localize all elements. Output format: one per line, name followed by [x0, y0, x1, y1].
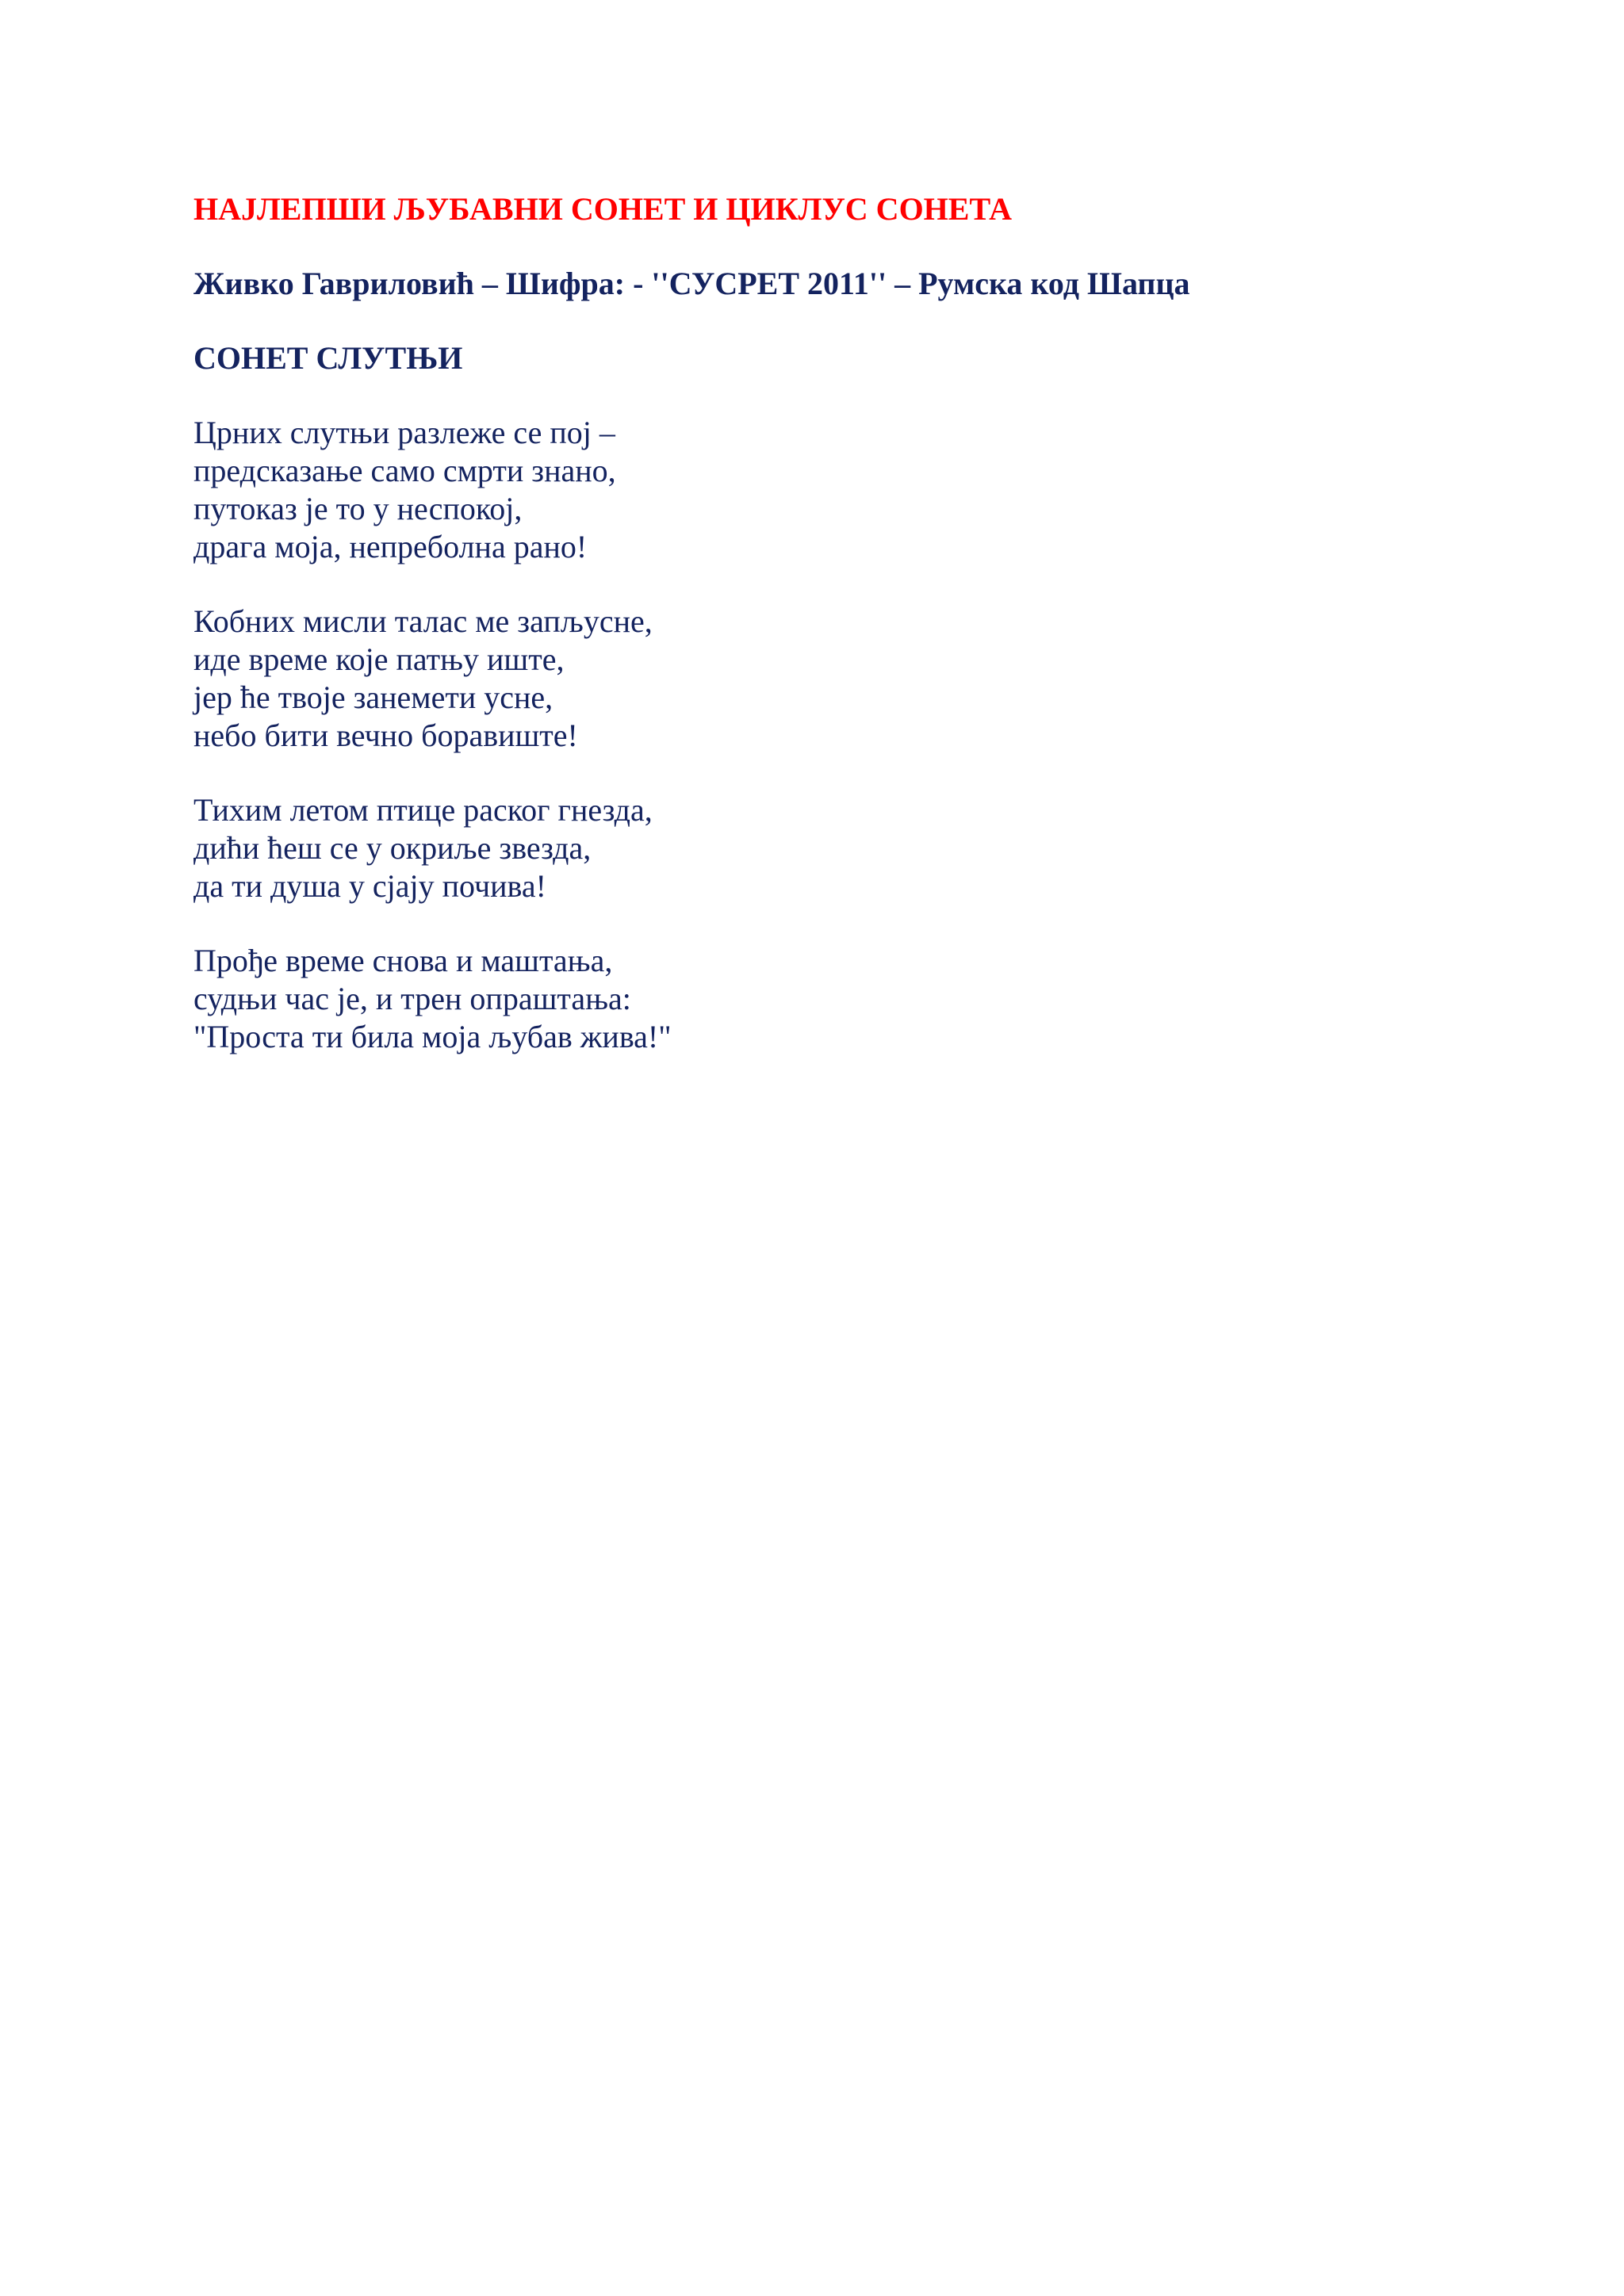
- document-content: [193, 190, 1462, 1056]
- poem-line: иде време које патњу иште,: [193, 641, 565, 677]
- stanza-3: [193, 791, 1462, 905]
- poem-line: Кобних мисли талас ме запљусне,: [193, 603, 653, 639]
- poem-line: Црних слутњи разлеже се пој –: [193, 415, 615, 450]
- poem-line: да ти душа у сјају почива!: [193, 868, 546, 904]
- document-heading: НАЈЛЕПШИ ЉУБАВНИ СОНЕТ И ЦИКЛУС СОНЕТА: [193, 191, 1013, 227]
- poem-line: "Проста ти била моја љубав жива!": [193, 1019, 672, 1054]
- poem-line: небо бити вечно боравиште!: [193, 718, 578, 753]
- poem-line: дићи ћеш се у окриље звезда,: [193, 830, 592, 866]
- poem-line: предсказање само смрти знано,: [193, 453, 616, 488]
- stanza-1: [193, 414, 1462, 566]
- poem-line: јер ће твоје занемети усне,: [193, 679, 553, 715]
- poem-title: СОНЕТ СЛУТЊИ: [193, 340, 463, 376]
- stanza-4: [193, 942, 1462, 1056]
- poem-line: Тихим летом птице раског гнезда,: [193, 792, 653, 828]
- poem-line: Прође време снова и маштања,: [193, 943, 613, 978]
- author-line: Живко Гавриловић – Шифра: - ''СУСРЕТ 2011'' – Румска код Шапца: [193, 266, 1190, 301]
- poem-line: драга моја, непреболна рано!: [193, 529, 588, 564]
- poem-line: путоказ је то у неспокој,: [193, 491, 523, 526]
- stanza-2: [193, 603, 1462, 755]
- poem-line: судњи час је, и трен опраштања:: [193, 981, 631, 1016]
